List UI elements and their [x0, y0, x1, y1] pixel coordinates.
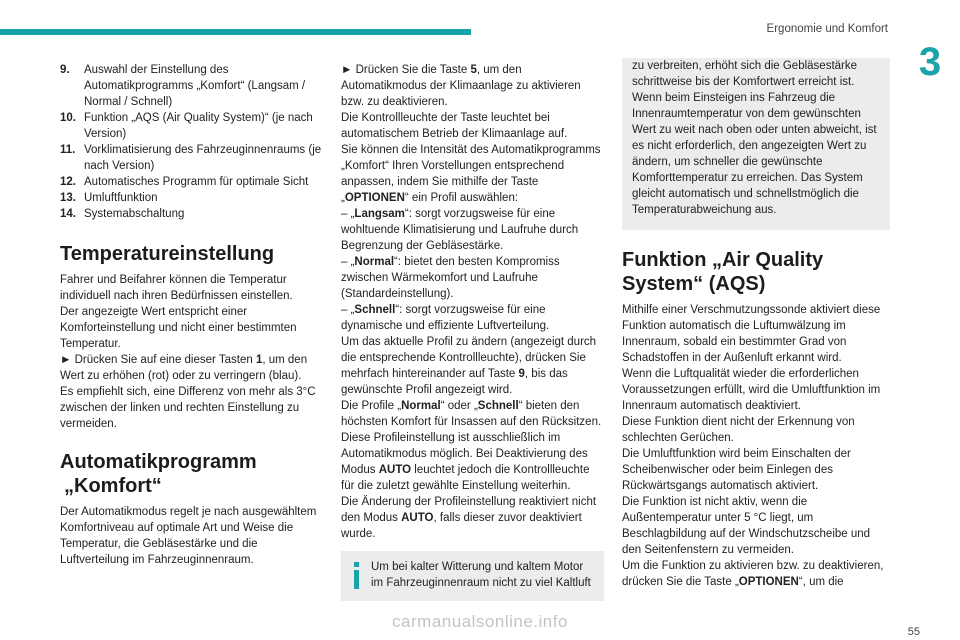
list-item: 14. Systemabschaltung: [60, 208, 185, 220]
list-item: 10. Funktion „AQS (Air Quality System)“ (je nach Version): [60, 112, 313, 140]
paragraph: Wenn die Luftqualität wieder die erforderlichen Voraussetzungen erfüllt, wird die Umluftfunktion im Innenraum automatisch deaktiviert.: [622, 368, 881, 412]
header-accent-bar: [0, 29, 471, 35]
info-note-text: zu verbreiten, erhöht sich die Gebläsestärke schrittweise bis der Komfortwert erreicht ist. Wenn beim Einsteigen ins Fahrzeug die Innenraumtemperatur von dem gewünschten Wert zu weit nach oben oder unten abweicht, ist es nicht erforderlich, den angezeigten Wert zu ändern, um schneller die gewünschte Komforttemperatur zu erreichen. Das System gleicht automatisch und schnellstmöglich die Temperaturabweichung aus.: [632, 60, 877, 216]
list-item: 13. Umluftfunktion: [60, 192, 158, 204]
profile-option-fast: – „Schnell“: sorgt vorzugsweise für eine dynamische und effiziente Luftverteilung.: [341, 304, 550, 332]
instruction-step: ► Drücken Sie die Taste 5, um den Automatikmodus der Klimaanlage zu aktivieren bzw. zu deaktivieren.: [341, 64, 581, 108]
info-note-continued: [622, 58, 890, 230]
section-header-title: Ergonomie und Komfort: [766, 23, 888, 35]
arrow-bullet-icon: ►: [341, 64, 353, 76]
instruction-step: ► Drücken Sie auf eine dieser Tasten 1, um den Wert zu erhöhen (rot) oder zu verringern (blau).: [60, 354, 308, 382]
profile-option-normal: – „Normal“: bietet den besten Kompromiss zwischen Wärmekomfort und Laufruhe (Standardeinstellung).: [341, 256, 560, 300]
info-note-text: Um bei kalter Witterung und kaltem Motor im Fahrzeuginnenraum nicht zu viel Kaltluft: [371, 561, 591, 589]
list-item: 9. Auswahl der Einstellung des Automatikprogramms „Komfort“ (Langsam / Normal / Schnell): [60, 64, 306, 108]
section-heading-aqs-1: Funktion „Air Quality: [622, 249, 824, 271]
section-heading-comfort-2: „Komfort“: [64, 475, 162, 497]
list-item: 11. Vorklimatisierung des Fahrzeuginnenraums (je nach Version): [60, 144, 322, 172]
paragraph: Um die Funktion zu aktivieren bzw. zu deaktivieren, drücken Sie die Taste „OPTIONEN“, um die: [622, 560, 884, 588]
paragraph: Der angezeigte Wert entspricht einer Komforteinstellung und nicht einer bestimmten Temperatur.: [60, 306, 297, 350]
column-middle: [341, 62, 604, 601]
page-number: 55: [907, 626, 920, 638]
paragraph: Diese Funktion dient nicht der Erkennung von schlechten Gerüchen.: [622, 416, 855, 444]
paragraph: Die Funktion ist nicht aktiv, wenn die Außentemperatur unter 5 °C liegt, um Beschlagbildung auf der Windschutzscheibe und den Seitenfenstern zu vermeiden.: [622, 496, 871, 556]
section-heading-temperature: Temperatureinstellung: [60, 243, 275, 265]
paragraph: Um das aktuelle Profil zu ändern (angezeigt durch die entsprechende Kontrollleuchte), drücken Sie mehrfach hintereinander auf Taste 9, bis das gewünschte Profil angezeigt wird.: [341, 336, 597, 396]
column-left: [60, 62, 328, 568]
list-item: 12. Automatisches Programm für optimale Sicht: [60, 176, 309, 188]
chapter-number: 3: [918, 40, 942, 84]
info-note: [341, 551, 604, 601]
arrow-bullet-icon: ►: [60, 354, 72, 366]
section-heading-comfort-1: Automatikprogramm: [60, 451, 257, 473]
paragraph: Sie können die Intensität des Automatikprogramms „Komfort“ Ihren Vorstellungen entsprechend anpassen, indem Sie mithilfe der Taste „OPTIONEN“ ein Profil auswählen:: [341, 144, 601, 204]
paragraph: Die Umluftfunktion wird beim Einschalten der Scheibenwischer oder beim Einlegen des Rückwärtsgangs automatisch aktiviert.: [622, 448, 851, 492]
paragraph: Diese Profileinstellung ist ausschließlich im Automatikmodus möglich. Bei Deaktivierung des Modus AUTO leuchtet jedoch die Kontrollleuchte für die zuletzt gewählte Einstellung weiterhin.: [341, 432, 590, 492]
paragraph: Es empfiehlt sich, eine Differenz von mehr als 3°C zwischen der linken und rechten Einstellung zu vermeiden.: [60, 386, 316, 430]
paragraph: Fahrer und Beifahrer können die Temperatur individuell nach ihren Bedürfnissen einstellen.: [60, 274, 293, 302]
paragraph: Mithilfe einer Verschmutzungssonde aktiviert diese Funktion automatisch die Luftumwälzung im Innenraum, sobald ein bestimmter Grad von Schadstoffen in der Außenluft erkannt wird.: [622, 304, 881, 364]
column-right: [622, 62, 890, 590]
paragraph: Der Automatikmodus regelt je nach ausgewähltem Komfortniveau auf optimale Art und Weise die Temperatur, die Gebläsestärke und die Luftverteilung im Fahrzeuginnenraum.: [60, 506, 317, 566]
section-heading-aqs-2: System“ (AQS): [622, 273, 766, 295]
paragraph: Die Kontrollleuchte der Taste leuchtet bei automatischem Betrieb der Klimaanlage auf.: [341, 112, 568, 140]
info-icon: [349, 559, 371, 589]
profile-option-slow: – „Langsam“: sorgt vorzugsweise für eine wohltuende Klimatisierung und Laufruhe durch Begrenzung der Gebläsestärke.: [341, 208, 579, 252]
paragraph: Die Profile „Normal“ oder „Schnell“ bieten den höchsten Komfort für Insassen auf den Rücksitzen.: [341, 400, 602, 428]
paragraph: Die Änderung der Profileinstellung reaktiviert nicht den Modus AUTO, falls dieser zuvor deaktiviert wurde.: [341, 496, 597, 540]
controls-list: [60, 62, 328, 222]
watermark: carmanualsonline.info: [392, 612, 568, 631]
